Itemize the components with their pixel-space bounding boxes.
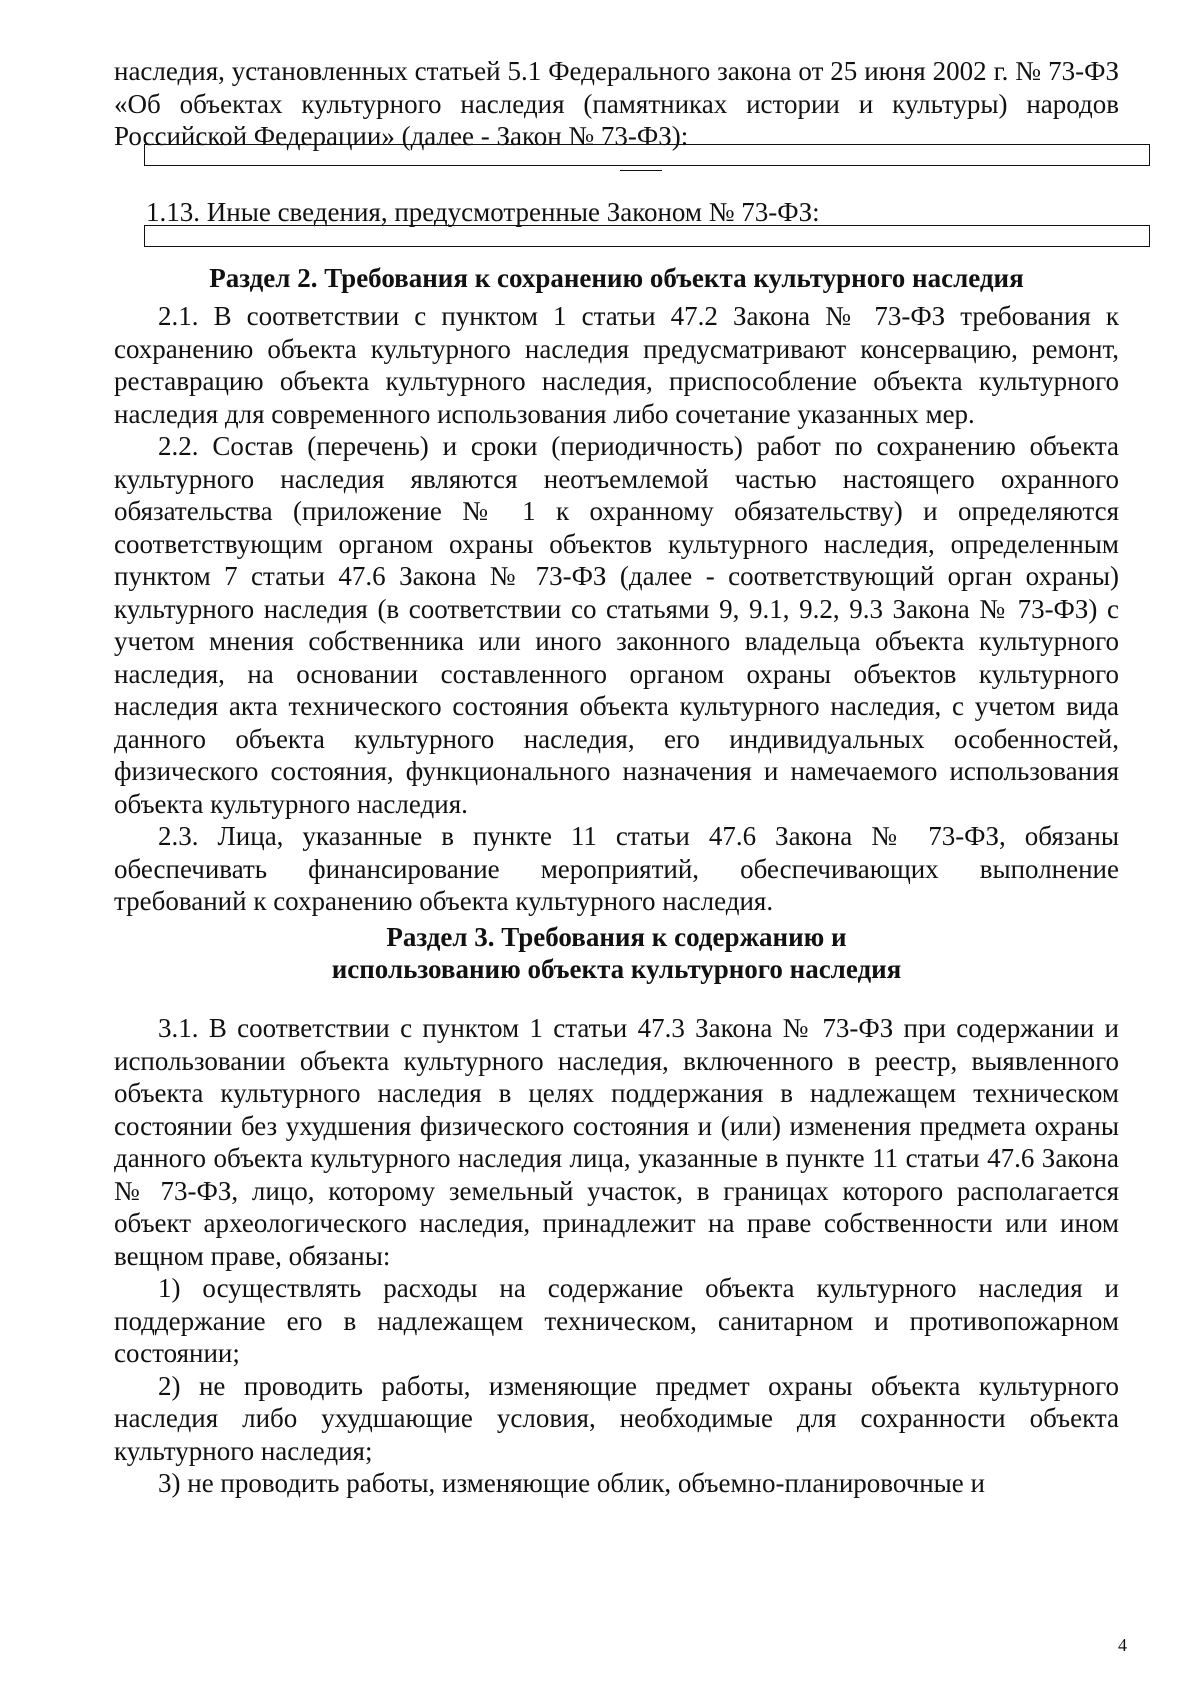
section3-item-3: 3) не проводить работы, изменяющие облик, объемно-планировочные и: [158, 1468, 985, 1498]
section2-paragraph-2-3: 2.3. Лица, указанные в пункте 11 статьи 47.6 Закона № 73-ФЗ, обязаны обеспечивать финансирование мероприятий, обеспечивающих выполнение требований к сохранению объекта культурного наследия.: [114, 821, 1119, 916]
empty-field-box-1-13: [144, 225, 1150, 247]
section3-body: [114, 1012, 1119, 1500]
section3-heading-line2: использованию объекта культурного наследия: [331, 954, 902, 984]
section3-heading-line1: Раздел 3. Требования к содержанию и: [386, 922, 847, 952]
page-number: 4: [1118, 1635, 1127, 1655]
section3-paragraph-3-1: 3.1. В соответствии с пунктом 1 статьи 47.3 Закона № 73-ФЗ при содержании и использовании объекта культурного наследия, включенного в реестр, выявленного объекта культурного наследия в целях поддержания в надлежащем техническом состоянии без ухудшения физического состояния и (или) изменения предмета охраны данного объекта культурного наследия лица, указанные в пункте 11 статьи 47.6 Закона № 73-ФЗ, лицо, которому земельный участок, в границах которого располагается объект археологического наследия, принадлежит на праве собственности или ином вещном праве, обязаны:: [114, 1013, 1119, 1271]
intro-paragraph: наследия, установленных статьей 5.1 Федерального закона от 25 июня 2002 г. № 73-ФЗ «Об объектах культурного наследия (памятниках истории и культуры) народов Российской Федерации» (далее - Закон № 73-ФЗ):: [114, 56, 1119, 151]
field-dash: [620, 170, 662, 171]
empty-field-box-1-12: [144, 144, 1150, 166]
section3-item-2: 2) не проводить работы, изменяющие предмет охраны объекта культурного наследия либо ухудшающие условия, необходимые для сохранности объекта культурного наследия;: [114, 1370, 1119, 1466]
section2-heading: Раздел 2. Требования к сохранению объекта культурного наследия: [209, 263, 1024, 293]
section3-item-1: 1) осуществлять расходы на содержание объекта культурного наследия и поддержание его в надлежащем техническом, санитарном и противопожарном состоянии;: [114, 1273, 1119, 1368]
section2-body: [114, 300, 1119, 918]
item-1-13-text: 1.13. Иные сведения, предусмотренные Законом № 73-ФЗ:: [146, 197, 820, 227]
section2-paragraph-2-2: 2.2. Состав (перечень) и сроки (периодичность) работ по сохранению объекта культурного наследия являются неотъемлемой частью настоящего охранного обязательства (приложение № 1 к охранному обязательству) и определяются соответствующим органом охраны объектов культурного наследия, определенным пунктом 7 статьи 47.6 Закона № 73-ФЗ (далее - соответствующий орган охраны) культурного наследия (в соответствии со статьями 9, 9.1, 9.2, 9.3 Закона № 73-ФЗ) с учетом мнения собственника или иного законного владельца объекта культурного наследия, на основании составленного органом охраны объектов культурного наследия акта технического состояния объекта культурного наследия, с учетом вида данного объекта культурного наследия, его индивидуальных особенностей, физического состояния, функционального назначения и намечаемого использования объекта культурного наследия.: [114, 431, 1119, 819]
section2-paragraph-2-1: 2.1. В соответствии с пунктом 1 статьи 47.2 Закона № 73-ФЗ требования к сохранению объекта культурного наследия предусматривают консервацию, ремонт, реставрацию объекта культурного наследия, приспособление объекта культурного наследия для современного использования либо сочетание указанных мер.: [114, 301, 1119, 429]
